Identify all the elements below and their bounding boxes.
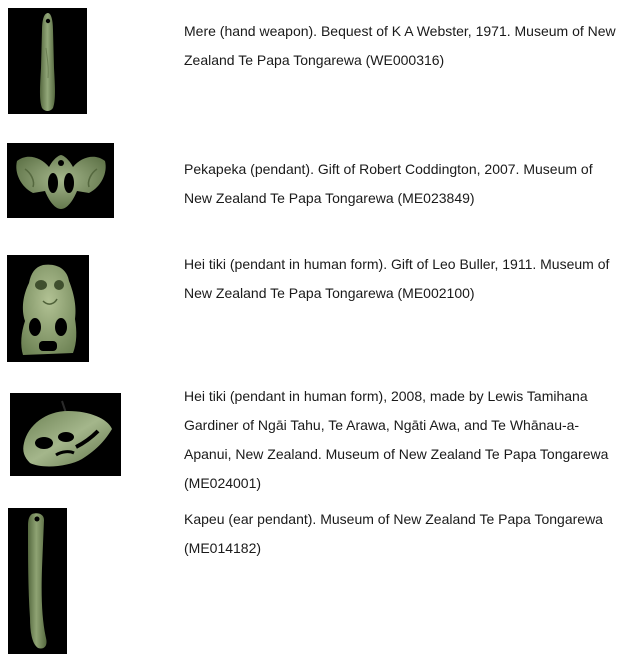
kapeu-caption: Kapeu (ear pendant). Museum of New Zealand Te Papa Tongarewa (ME014182) <box>184 511 603 556</box>
mere-caption: Mere (hand weapon). Bequest of K A Webster, 1971. Museum of New Zealand Te Papa Tongarewa (WE000316) <box>184 23 616 68</box>
kapeu-image <box>8 508 67 654</box>
hei-tiki-2008-image <box>10 393 121 476</box>
pekapeka-image <box>7 143 114 218</box>
mere-image <box>8 8 87 114</box>
hei-tiki-image <box>7 255 89 362</box>
hei-tiki-caption: Hei tiki (pendant in human form). Gift of Leo Buller, 1911. Museum of New Zealand Te Papa Tongarewa (ME002100) <box>184 256 610 301</box>
hei-tiki-2008-caption: Hei tiki (pendant in human form), 2008, made by Lewis Tamihana Gardiner of Ngāi Tahu, Te Arawa, Ngāti Awa, and Te Whānau-a-Apanui, New Zealand. Museum of New Zealand Te Papa Tongarewa (ME024001) <box>184 388 609 491</box>
pekapeka-caption: Pekapeka (pendant). Gift of Robert Coddington, 2007. Museum of New Zealand Te Papa Tongarewa (ME023849) <box>184 161 593 206</box>
